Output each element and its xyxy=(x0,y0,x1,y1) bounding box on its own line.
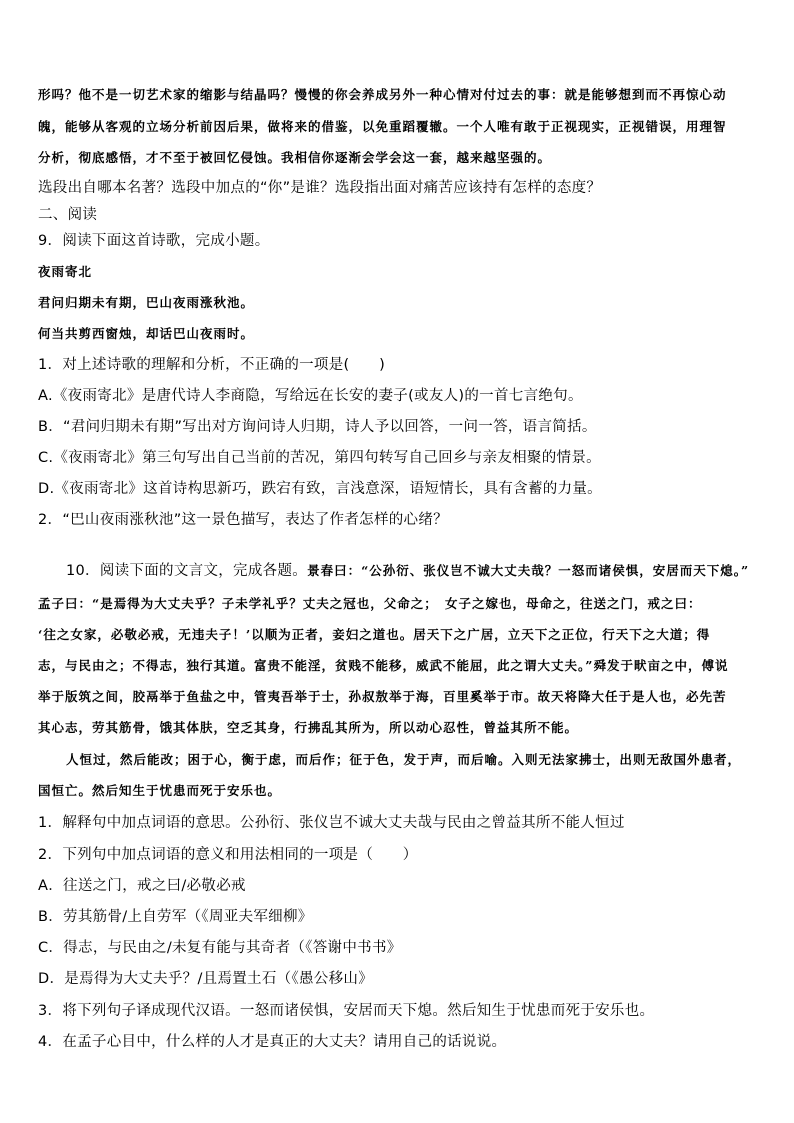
q9-option-b: B．“君问归期未有期”写出对方询问诗人归期，诗人予以回答，一问一答，语言简括。 xyxy=(38,419,597,435)
poem-title: 夜雨寄北 xyxy=(38,264,93,279)
q10-intro: 10．阅读下面的文言文，完成各题。 xyxy=(66,563,308,579)
q9-option-c: C.《夜雨寄北》第三句写出自己当前的苦况，第四句转写自己回乡与亲友相聚的情景。 xyxy=(38,450,601,466)
q10-option-d: D．是焉得为大丈夫乎？/且焉置土石（《愚公移山》 xyxy=(38,971,373,987)
q10-sub2: 2．下列句中加点词语的意义和用法相同的一项是（ ） xyxy=(38,847,418,863)
q10-sub1: 1．解释句中加点词语的意思。公孙衍、张仪岂不诚大丈夫哉与民由之曾益其所不能人恒过 xyxy=(38,815,625,831)
poem-line-1: 君问归期未有期，巴山夜雨涨秋池。 xyxy=(38,295,255,310)
q9-option-a: A.《夜雨寄北》是唐代诗人李商隐，写给远在长安的妻子(或友人)的一首七言绝句。 xyxy=(38,388,583,404)
q10-paragraph-line-1 xyxy=(66,559,764,580)
passage-line-3: 分析，彻底感悟，才不至于被回忆侵蚀。我相信你逐渐会学会这一套，越来越坚强的。 xyxy=(38,150,552,165)
q10-option-a: A．往送之门，戒之曰/必敬必戒 xyxy=(38,878,246,894)
q9-option-d: D.《夜雨寄北》这首诗构思新巧，跌宕有致，言浅意深，语短情长，具有含蓄的力量。 xyxy=(38,481,602,497)
q8-question: 选段出自哪本名著？选段中加点的“你”是谁？选段指出面对痛苦应该持有怎样的态度？ xyxy=(38,180,602,196)
q10-paragraph-line-6: 其心志，劳其筋骨，饿其体肤，空乏其身，行拂乱其所为，所以动心忍性，曾益其所不能。 xyxy=(38,720,579,735)
poem-line-2: 何当共剪西窗烛，却话巴山夜雨时。 xyxy=(38,326,255,341)
passage-line-2: 魄，能够从客观的立场分析前因后果，做将来的借鉴，以免重蹈覆辙。一个人唯有敢于正视现实，正视错误，用理智 xyxy=(38,119,727,134)
q10-paragraph-line-2: 孟子曰：“是焉得为大丈夫乎？子未学礼乎？丈夫之冠也，父命之； 女子之嫁也，母命之，往送之门，戒之曰： xyxy=(38,596,702,611)
q10-paragraph2-line-1: 人恒过，然后能改；困于心，衡于虑，而后作；征于色，发于声，而后喻。入则无法家拂士，出则无敌国外患者， xyxy=(66,752,742,767)
q9-intro: 9．阅读下面这首诗歌，完成小题。 xyxy=(38,233,270,249)
section-heading: 二、阅读 xyxy=(38,207,98,223)
q9-sub2: 2．“巴山夜雨涨秋池”这一景色描写，表达了作者怎样的心绪？ xyxy=(38,512,448,528)
q10-passage-start: 景春曰：“公孙衍、张仪岂不诚大丈夫哉？一怒而诸侯惧，安居而天下熄。” xyxy=(307,563,750,578)
q10-sub4: 4．在孟子心目中，什么样的人才是真正的大丈夫？请用自己的话说说。 xyxy=(38,1034,507,1050)
q10-paragraph2-line-2: 国恒亡。然后知生于忧患而死于安乐也。 xyxy=(38,783,282,798)
q10-paragraph-line-3: ‘往之女家，必敬必戒，无违夫子！’以顺为正者，妾妇之道也。居天下之广居，立天下之正位，行天下之大道；得 xyxy=(38,627,711,642)
q10-option-b: B．劳其筋骨/上自劳军（《周亚夫军细柳》 xyxy=(38,909,313,925)
q10-sub3: 3．将下列句子译成现代汉语。一怒而诸侯惧，安居而天下熄。然后知生于忧患而死于安乐也。 xyxy=(38,1003,655,1019)
q10-paragraph-line-5: 举于版筑之间，胶鬲举于鱼盐之中，管夷吾举于士，孙叔敖举于海，百里奚举于市。故天将降大任于是人也，必先苦 xyxy=(38,689,727,704)
passage-line-1: 形吗？他不是一切艺术家的缩影与结晶吗？慢慢的你会养成另外一种心情对付过去的事：就是能够想到而不再惊心动 xyxy=(38,87,727,102)
q9-sub1: 1．对上述诗歌的理解和分析，不正确的一项是( ) xyxy=(38,357,386,373)
q10-paragraph-line-4: 志，与民由之；不得志，独行其道。富贵不能淫，贫贱不能移，威武不能屈，此之谓大丈夫。”舜发于畎亩之中，傅说 xyxy=(38,658,729,673)
q10-option-c: C．得志，与民由之/未复有能与其奇者（《答谢中书书》 xyxy=(38,940,402,956)
